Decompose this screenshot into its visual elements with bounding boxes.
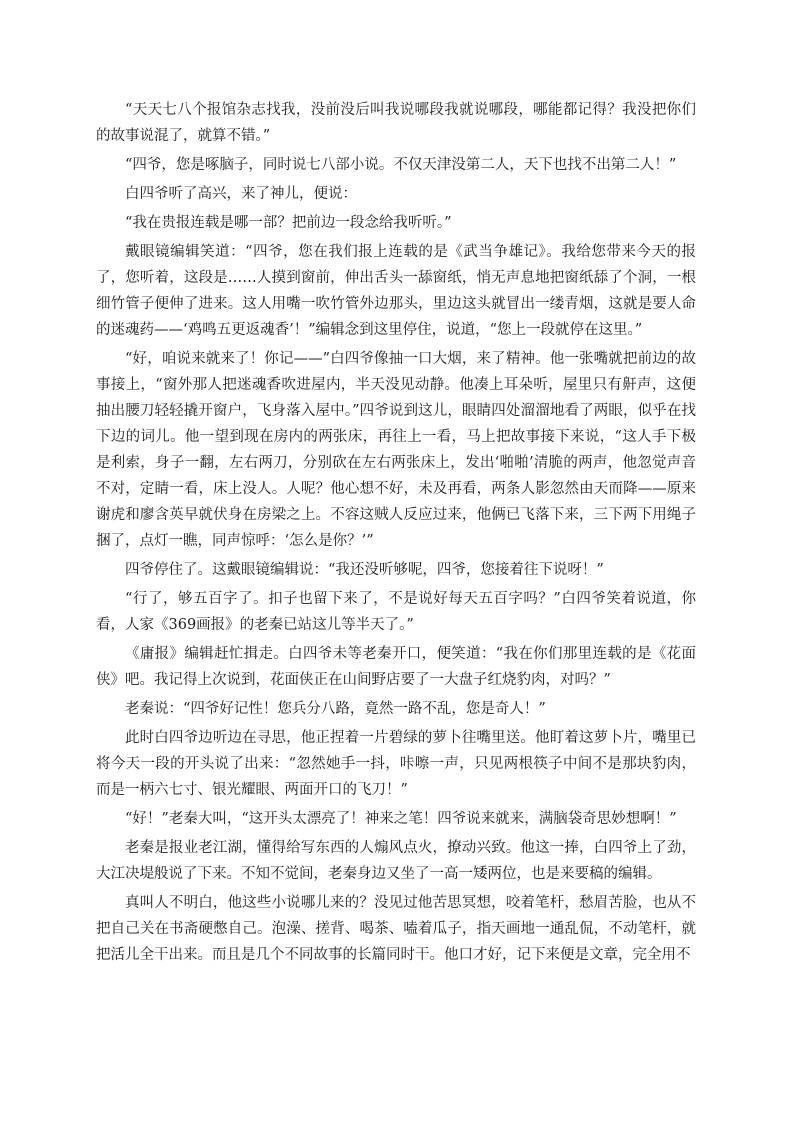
paragraph: “好！”老秦大叫，“这开头太漂亮了！神来之笔！四爷说来就来，满脑袋奇思妙想啊！”: [125, 811, 677, 827]
paragraph: 老秦说：“四爷好记性！您兵分八路，竟然一路不乱，您是奇人！”: [125, 701, 546, 717]
paragraph: 白四爷听了高兴，来了神儿，便说：: [125, 186, 357, 202]
paragraph: “好，咱说来就来了！你记——”白四爷像抽一口大烟，来了精神。他一张嘴就把前边的故事接上，“窗外那人把迷魂香吹进屋内，半天没见动静。他凑上耳朵听，屋里只有鼾声，这便抽出腰刀轻轻撬开窗户，飞身落入屋中。”四爷说到这儿，眼睛四处溜溜地看了两眼，似乎在找下边的词儿。他一望到现在房内的两张床，再往上一看，马上把故事接下来说，“这人手下极是利索，身子一翻，左右两刀，分别砍在左右两张床上，发出‘啪啪’清脆的两声，他忽觉声音不对，定睛一看，床上没人。人呢？他心想不好，未及再看，两条人影忽然由天而降——原来谢虎和廖含英早就伏身在房梁之上。不容这贼人反应过来，他俩已飞落下来，三下两下用绳子捆了，点灯一瞧，同声惊呼：‘怎么是你？’”: [96, 351, 696, 549]
paragraph: 真叫人不明白，他这些小说哪儿来的？没见过他苦思冥想，咬着笔杆，愁眉苦脸，也从不把自己关在书斋硬憋自己。泡澡、搓背、喝茶、嗑着瓜子，指天画地一通乱侃，不动笔杆，就把活儿全干出来。而且是几个不同故事的长篇同时干。他口才好，记下来便是文章，完全用不: [96, 895, 696, 963]
paragraph: 此时白四爷边听边在寻思，他正捏着一片碧绿的萝卜往嘴里送。他盯着这萝卜片，嘴里已将今天一段的开头说了出来：“忽然她手一抖，咔嚓一声，只见两根筷子中间不是那块豹肉，而是一柄六七寸、银光耀眼、两面开口的飞刀！”: [96, 730, 696, 798]
paragraph: 《庸报》编辑赶忙揖走。白四爷未等老秦开口，便笑道：“我在你们那里连载的是《花面侠》吧。我记得上次说到，花面侠正在山间野店要了一大盘子红烧豹肉，对吗？”: [96, 646, 696, 688]
paragraph: “四爷，您是啄脑子，同时说七八部小说。不仅天津没第二人，天下也找不出第二人！”: [125, 157, 677, 173]
paragraph: 四爷停住了。这戴眼镜编辑说：“我还没听够呢，四爷，您接着往下说呀！”: [125, 562, 604, 578]
paragraph: “行了，够五百字了。扣子也留下来了，不是说好每天五百字吗？”白四爷笑着说道，你看，人家《369画报》的老秦已站这儿等半天了。”: [96, 591, 696, 633]
paragraph: 戴眼镜编辑笑道：“四爷，您在我们报上连载的是《武当争雄记》。我给您带来今天的报了，您听着，这段是……人摸到窗前，伸出舌头一舔窗纸，悄无声息地把窗纸舔了个洞，一根细竹管子便伸了进来。这人用嘴一吹竹管外边那头，里边这头就冒出一缕青烟，这就是要人命的迷魂药——‘鸡鸣五更返魂香’！”编辑念到这里停住，说道，“您上一段就停在这里。”: [96, 244, 696, 338]
paragraph: 老秦是报业老江湖，懂得给写东西的人煽风点火，撩动兴致。他这一捧，白四爷上了劲，大江决堤般说了下来。不知不觉间，老秦身边又坐了一高一矮两位，也是来要稿的编辑。: [96, 840, 696, 882]
paragraph: “我在贵报连载是哪一部？把前边一段念给我听听。”: [125, 215, 452, 231]
paragraph: “天天七八个报馆杂志找我，没前没后叫我说哪段我就说哪段，哪能都记得？我没把你们的故事说混了，就算不错。”: [96, 102, 696, 144]
body-text: [96, 97, 696, 971]
